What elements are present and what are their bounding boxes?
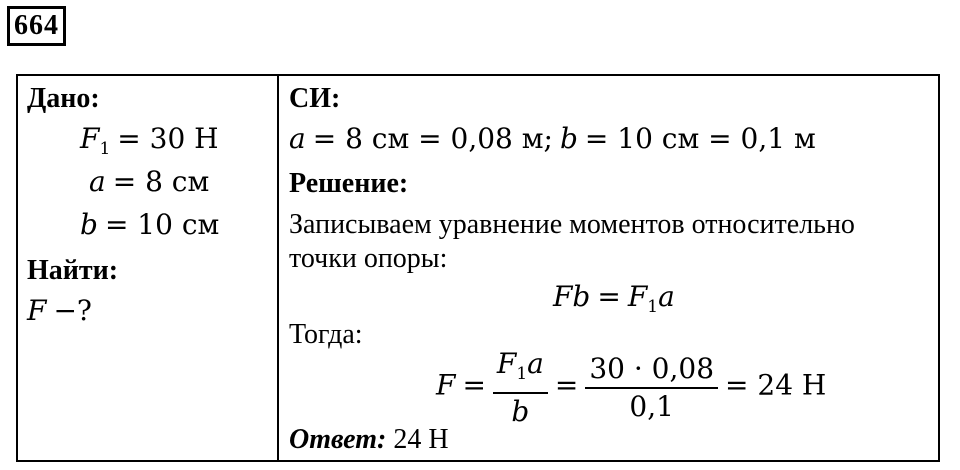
- moment-equation: $Fb = F_1a$: [553, 280, 675, 317]
- force-equation: F = $\frac{F_1a}{b}$ = $\frac{30 \cdot 0,08}{0,1}$ = 24 Н: [436, 347, 827, 428]
- answer-value: 24 Н: [393, 424, 449, 455]
- given-f1: $F_1 = 30$ Н: [80, 122, 219, 159]
- fraction-symbolic: $\frac{F_1a}{b}$: [493, 346, 548, 430]
- fraction-numeric: $\frac{30 \cdot 0,08}{0,1}$: [585, 351, 718, 425]
- si-header: СИ:: [289, 83, 341, 114]
- given-b: b = 10 см: [80, 208, 220, 241]
- column-divider: [277, 74, 279, 462]
- given-header: Дано:: [27, 83, 100, 114]
- solution-header: Решение:: [289, 168, 409, 199]
- si-conversion: a = 8 см = 0,08 м; b = 10 см = 0,1 м: [289, 122, 816, 155]
- solution-text-line2: точки опоры:: [289, 243, 448, 274]
- solution-text-line1: Записываем уравнение моментов относительно: [289, 209, 855, 240]
- find-f: F −?: [27, 294, 92, 327]
- answer: [289, 423, 449, 457]
- problem-number: 664: [7, 6, 66, 46]
- answer-label: Ответ:: [289, 424, 387, 455]
- given-a: a = 8 см: [89, 165, 210, 198]
- then-label: Тогда:: [289, 319, 363, 350]
- find-header: Найти:: [27, 255, 119, 286]
